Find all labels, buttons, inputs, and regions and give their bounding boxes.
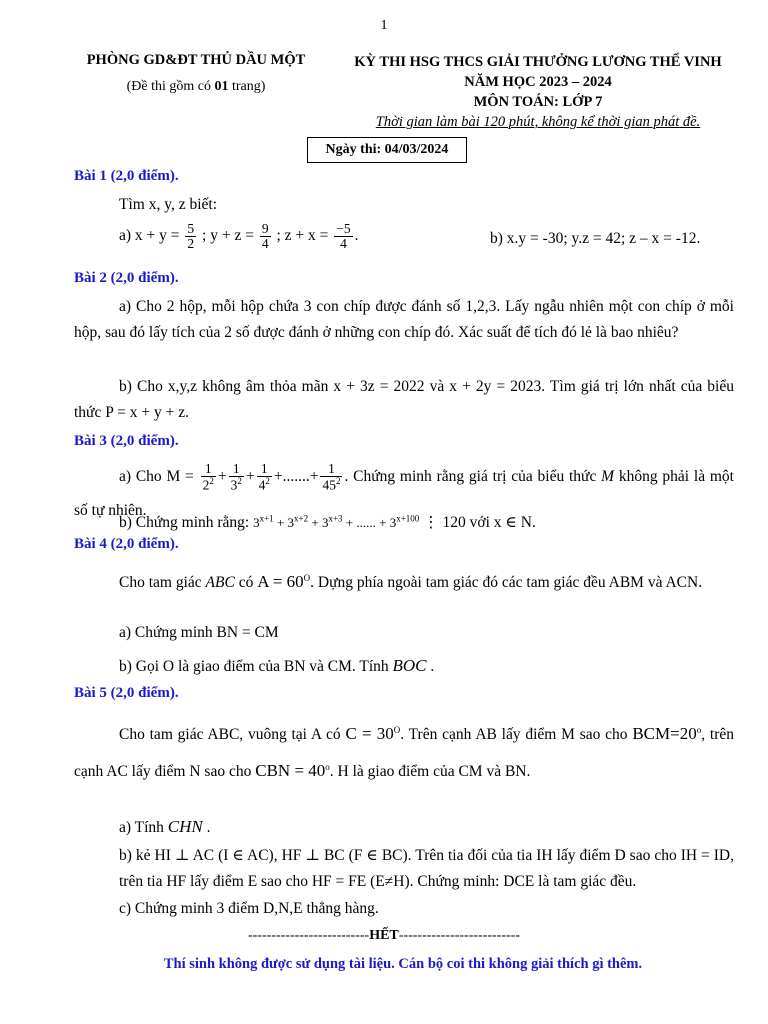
problem-4-intro: Cho tam giác ABC có $A = 60^O$. Dựng phía ngoài tam giác đó các tam giác đều ABM và ACN. xyxy=(119,572,703,592)
problem-5b: b) kẻ HI ⊥ AC (I ∈ AC), HF ⊥ BC (F ∈ BC). Trên tia đối của tia IH lấy điểm D sao cho IH = ID, trên tia HF lấy điểm E sao cho HF = FE (E≠H). Chứng minh: DCE là tam giác đều. xyxy=(119,847,734,890)
subject: MÔN TOÁN: LỚP 7 xyxy=(473,94,603,110)
exam-title: KỲ THI HSG THCS GIẢI THƯỞNG LƯƠNG THẾ VINH xyxy=(354,54,722,70)
problem-2a: a) Cho 2 hộp, mỗi hộp chứa 3 con chíp được đánh số 1,2,3. Lấy ngẫu nhiên một con chíp ở mỗi hộp, sau đó lấy tích của 2 số được đánh ở những con chíp đó. Xác suất để tích đó lẻ là bao nhiêu? xyxy=(74,298,734,341)
header-right xyxy=(338,52,738,132)
problem-1b: b) x.y = -30; y.z = 42; z – x = -12. xyxy=(490,230,701,247)
problem-1-intro: Tìm x, y, z biết: xyxy=(119,196,218,213)
fraction: $\frac{5}{2}$ xyxy=(187,221,195,252)
page-number: 1 xyxy=(380,18,388,33)
problem-1-title: Bài 1 (2,0 điểm). xyxy=(74,168,179,184)
problem-3a: a) Cho M = $\frac{1}{2^2}$ + $\frac{1}{3^2}$ + $\frac{1}{4^2}$ +.......+ $\frac{1}{45^2}$ . Chứng minh rằng giá trị của biểu thức M không phải là một số tự nhiên. xyxy=(74,461,734,519)
problem-5a: a) Tính CHN . xyxy=(119,817,211,836)
problem-5c: c) Chứng minh 3 điểm D,N,E thẳng hàng. xyxy=(119,900,379,917)
problem-5-intro: Cho tam giác ABC, vuông tại A có $C = 30^O$. Trên cạnh AB lấy điểm M sao cho $BCM=20^o$, trên cạnh AC lấy điểm N sao cho CBN = $40^o$. H là giao điểm của CM và BN. xyxy=(74,724,734,781)
problem-1a: a) x + y = $\frac{5}{2}$ ; y + z = $\frac{9}{4}$ ; z + x = $\frac{-5}{4}$ . xyxy=(119,221,359,252)
problem-4b: b) Gọi O là giao điểm của BN và CM. Tính BOC . xyxy=(119,656,435,675)
fraction: $\frac{9}{4}$ xyxy=(261,221,269,252)
problem-2-title: Bài 2 (2,0 điểm). xyxy=(74,270,179,286)
problem-4-title: Bài 4 (2,0 điểm). xyxy=(74,536,179,552)
exam-date-box: Ngày thi: 04/03/2024 xyxy=(307,137,467,163)
fraction: $\frac{-5}{4}$ xyxy=(336,221,351,252)
department-name: PHÒNG GD&ĐT THỦ DẦU MỘT xyxy=(86,52,306,68)
school-year: NĂM HỌC 2023 – 2024 xyxy=(464,74,612,90)
end-marker: --------------------------HẾT-------------------------- xyxy=(247,928,520,943)
time-note: Thời gian làm bài 120 phút, không kể thời gian phát đề. xyxy=(375,114,701,130)
problem-2b: b) Cho x,y,z không âm thỏa mãn x + 3z = 2022 và x + 2y = 2023. Tìm giá trị lớn nhất của biểu thức P = x + y + z. xyxy=(74,378,734,421)
header-left xyxy=(72,52,320,95)
problem-3-title: Bài 3 (2,0 điểm). xyxy=(74,433,179,449)
problem-3b: b) Chứng minh rằng: $3^{x+1} + 3^{x+2} + 3^{x+3}$ + ...... + $3^{x+100}$ ⋮ 120 với x ∈ N. xyxy=(119,513,536,531)
pages-note: (Đề thi gồm có 01 trang) xyxy=(126,79,266,94)
problem-4a: a) Chứng minh BN = CM xyxy=(119,624,279,641)
problem-5-title: Bài 5 (2,0 điểm). xyxy=(74,685,179,701)
footer-notice: Thí sinh không được sử dụng tài liệu. Cán bộ coi thi không giải thích gì thêm. xyxy=(163,956,643,972)
